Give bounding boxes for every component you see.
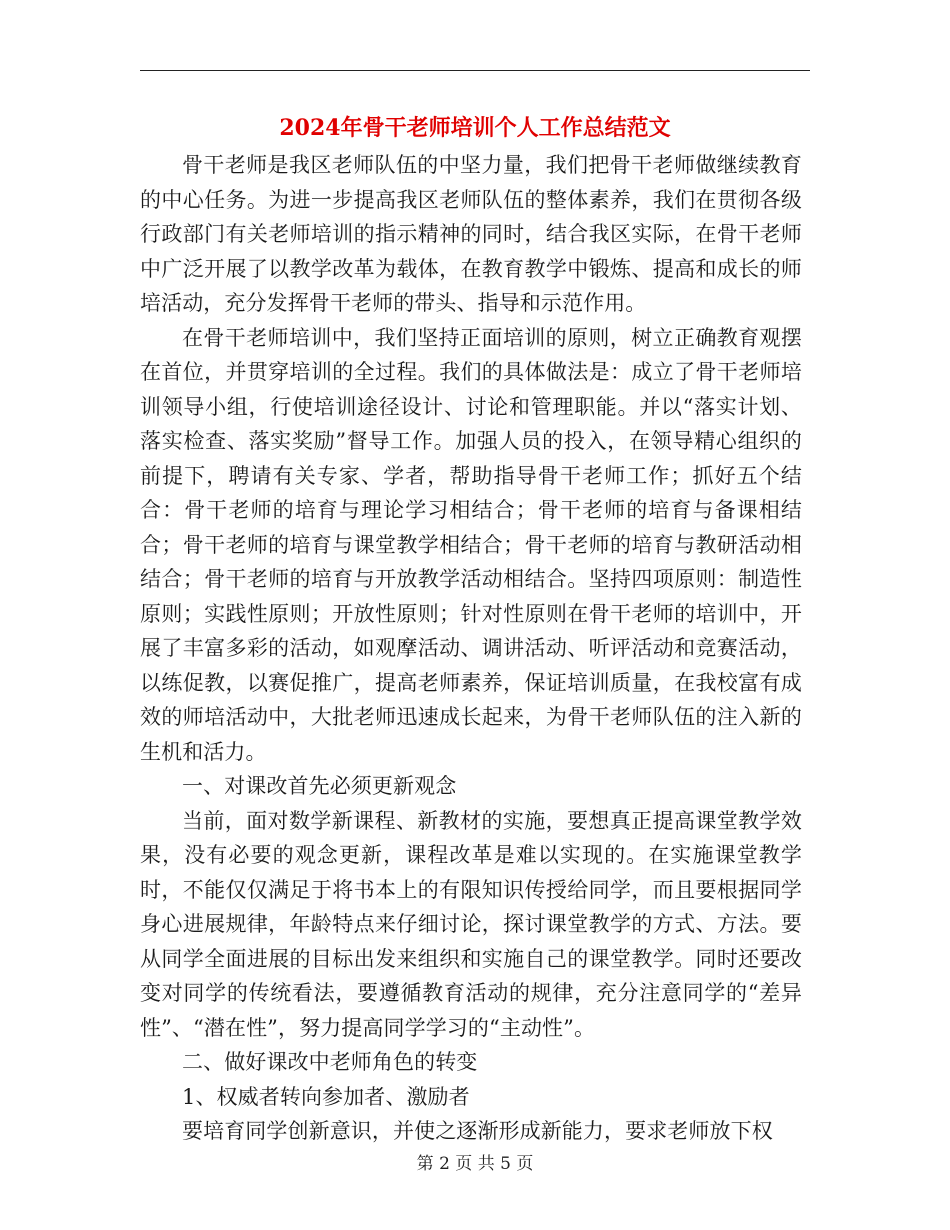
section-heading-2: 二、做好课改中老师角色的转变 [182, 1050, 478, 1074]
document-title: 2024年骨干老师培训个人工作总结范文 [279, 115, 671, 141]
paragraph-intro: 骨干老师是我区老师队伍的中坚力量，我们把骨干老师做继续教育的中心任务。为进一步提高我区老师队伍的整体素养，我们在贯彻各级行政部门有关老师培训的指示精神的同时，结合我区实际，在骨干老师中广泛开展了以教学改革为载体，在教育教学中锻炼、提高和成长的师培活动，充分发挥骨干老师的带头、指导和示范作用。 [140, 153, 802, 315]
section-heading-1: 一、对课改首先必须更新观念 [182, 774, 457, 798]
header-rule [140, 70, 810, 71]
document-body [140, 148, 802, 1149]
paragraph-innovation: 要培育同学创新意识，并使之逐渐形成新能力，要求老师放下权 [182, 1119, 773, 1143]
paragraph-concept-update: 当前，面对数学新课程、新教材的实施，要想真正提高课堂教学效果，没有必要的观念更新，课程改革是难以实现的。在实施课堂教学时，不能仅仅满足于将书本上的有限知识传授给同学，而且要根据同学身心进展规律，年龄特点来仔细讨论，探讨课堂教学的方式、方法。要从同学全面进展的目标出发来组织和实施自己的课堂教学。同时还要改变对同学的传统看法，要遵循教育活动的规律，充分注意同学的“差异性”、“潜在性”，努力提高同学学习的“主动性”。 [140, 808, 802, 1040]
page-number: 第 2 页 共 5 页 [416, 1154, 534, 1174]
paragraph-training-approach: 在骨干老师培训中，我们坚持正面培训的原则，树立正确教育观摆在首位，并贯穿培训的全过程。我们的具体做法是：成立了骨干老师培训领导小组，行使培训途径设计、讨论和管理职能。并以“落实计划、落实检查、落实奖励”督导工作。加强人员的投入，在领导精心组织的前提下，聘请有关专家、学者，帮助指导骨干老师工作；抓好五个结合：骨干老师的培育与理论学习相结合；骨干老师的培育与备课相结合；骨干老师的培育与课堂教学相结合；骨干老师的培育与教研活动相结合；骨干老师的培育与开放教学活动相结合。坚持四项原则：制造性原则；实践性原则；开放性原则；针对性原则在骨干老师的培训中，开展了丰富多彩的活动，如观摩活动、调讲活动、听评活动和竞赛活动，以练促教，以赛促推广，提高老师素养，保证培训质量，在我校富有成效的师培活动中，大批老师迅速成长起来，为骨干老师队伍的注入新的生机和活力。 [140, 325, 802, 764]
subsection-heading-1: 1、权威者转向参加者、激励者 [182, 1084, 470, 1109]
